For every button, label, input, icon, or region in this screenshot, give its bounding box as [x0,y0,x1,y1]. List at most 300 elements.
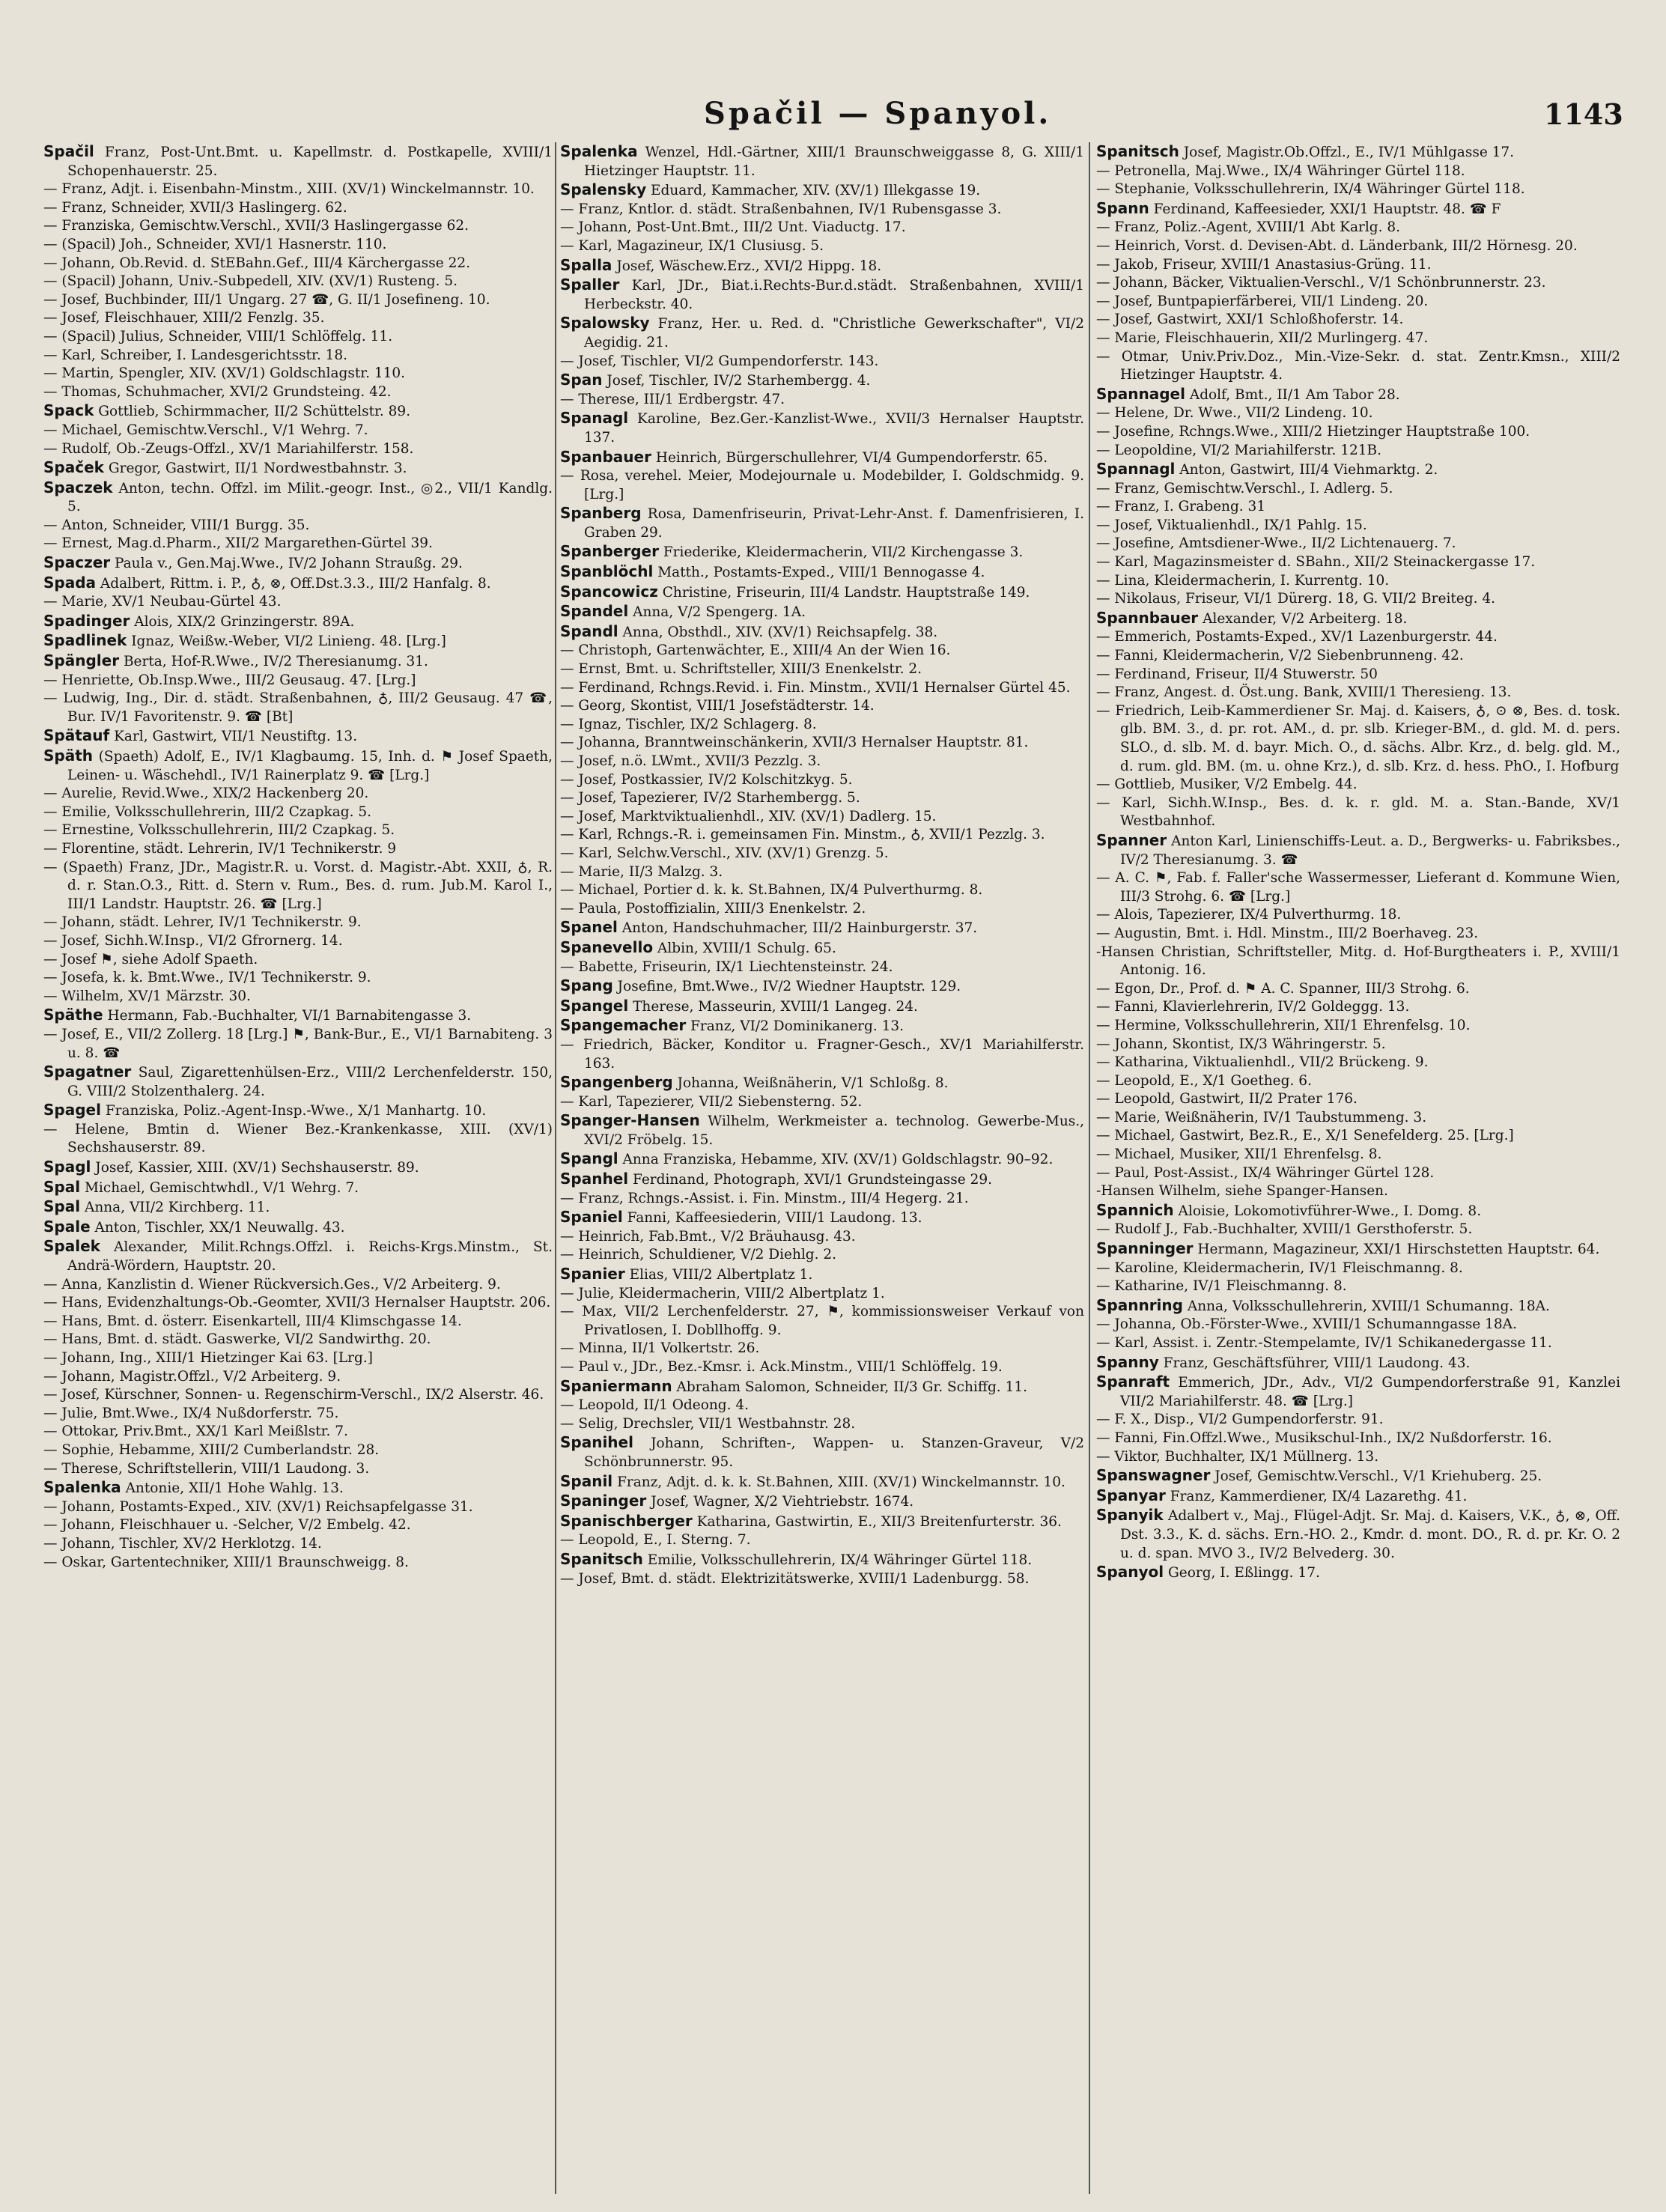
directory-entry [1096,1090,1620,1109]
directory-entry [560,1246,1084,1265]
entry-details: — Hans, Bmt. d. österr. Eisenkartell, III/4 Klimschgasse 14. [43,1313,462,1329]
entry-details: — Ferdinand, Rchngs.Revid. i. Fin. Minstm., XVII/1 Hernalser Gürtel 45. [560,679,1071,696]
entry-surname: Spalenka [560,142,638,160]
entry-details: — Leopoldine, VI/2 Mariahilferstr. 121B. [1096,442,1382,458]
directory-entry [1096,1277,1620,1296]
directory-entry [560,808,1084,827]
directory-entry [1096,535,1620,553]
entry-details: Aloisie, Lokomotivführer-Wwe., I. Domg. 8. [1178,1203,1482,1219]
directory-entry [560,997,1084,1017]
directory-entry [560,1433,1084,1471]
entry-details: — Josef ⚑, siehe Adolf Spaeth. [43,951,258,967]
directory-entry [560,276,1084,314]
directory-entry [560,1285,1084,1304]
page-number: 1143 [1544,97,1623,131]
entry-details: — Marie, II/3 Malzg. 3. [560,863,723,880]
directory-entry [560,1358,1084,1377]
entry-details: Emilie, Volksschullehrerin, IX/4 Währinger Gürtel 118. [647,1552,1033,1568]
entry-details: Elias, VIII/2 Albertplatz 1. [629,1267,813,1283]
entry-details: Wilhelm, Werkmeister a. technolog. Gewerbe-Mus., XVI/2 Fröbelg. 15. [584,1113,1084,1148]
entry-details: Anton, Tischler, XX/1 Neuwallg. 43. [94,1219,345,1236]
entry-details: Christine, Friseurin, III/4 Landstr. Hauptstraße 149. [662,584,1030,601]
entry-details: — Franz, I. Grabeng. 31 [1096,499,1266,515]
directory-entry [43,1006,553,1026]
entry-details: — Fanni, Klavierlehrerin, IV/2 Goldeggg. 13. [1096,999,1410,1015]
entry-details: Paula v., Gen.Maj.Wwe., IV/2 Johann Straußg. 29. [115,556,463,572]
entry-details: — Leopold, E., I. Sterng. 7. [560,1532,751,1549]
entry-surname: Spangemacher [560,1016,687,1035]
entry-details: Alexander, V/2 Arbeiterg. 18. [1203,610,1408,627]
directory-entry [1096,702,1620,776]
directory-entry [43,821,553,840]
directory-entry [1096,1506,1620,1563]
entry-details: Josef, Kassier, XIII. (XV/1) Sechshauserstr. 89. [95,1160,419,1176]
entry-surname: Spanbauer [560,447,651,466]
directory-entry [560,180,1084,201]
entry-surname: Spannbauer [1096,608,1199,627]
entry-details: — Karl, Rchngs.-R. i. gemeinsamen Fin. Minstm., ♁, XVII/1 Pezzlg. 3. [560,827,1045,843]
directory-entry [1096,1127,1620,1146]
directory-entry [1096,944,1620,980]
directory-entry [1096,998,1620,1017]
entry-details: Wenzel, Hdl.-Gärtner, XIII/1 Braunschweiggasse 8, G. XIII/1 Hietzinger Hauptstr. 11. [584,145,1084,179]
entry-details: Ignaz, Weißw.-Weber, VI/2 Linieng. 48. [Lrg.] [131,633,446,650]
entry-details: Johann, Schriften-, Wappen- u. Stanzen-Graveur, V/2 Schönbrunnerstr. 95. [584,1435,1084,1470]
directory-entry [1096,274,1620,293]
entry-details: — Minna, II/1 Volkertstr. 26. [560,1340,760,1357]
directory-entry [1096,1448,1620,1467]
directory-entry [43,1386,553,1405]
directory-entry [1096,1353,1620,1373]
directory-entry [43,1121,553,1158]
entry-surname: Spanny [1096,1352,1159,1371]
entry-details: Franz, Her. u. Red. d. "Christliche Gewerkschafter", VI/2 Aegidig. 21. [584,316,1084,350]
entry-details: — Michael, Gastwirt, Bez.R., E., X/1 Senefelderg. 25. [Lrg.] [1096,1128,1514,1144]
entry-surname: Spanagl [560,409,629,428]
entry-surname: Spanihel [560,1433,633,1452]
entry-details: — Karl, Magazineur, IX/1 Clusiusg. 5. [560,237,824,254]
entry-surname: Spagatner [43,1063,132,1081]
directory-entry [560,542,1084,562]
directory-entry [560,1073,1084,1093]
directory-entry [43,651,553,672]
entry-surname: Spanitsch [1096,142,1179,160]
directory-entry [560,1415,1084,1434]
entry-details: Karl, JDr., Biat.i.Rechts-Bur.d.städt. Straßenbahnen, XVIII/1 Herbeckstr. 40. [584,278,1084,312]
entry-surname: Spagel [43,1101,101,1119]
directory-entry [43,422,553,440]
entry-details: — Leopold, II/1 Odeong. 4. [560,1397,750,1414]
entry-details: Franz, Kammerdiener, IX/4 Lazarethg. 41. [1170,1488,1468,1504]
directory-entry [560,958,1084,977]
entry-details: — Josef, Sichh.W.Insp., VI/2 Gfrornerg. 14. [43,932,343,949]
directory-entry [560,900,1084,919]
entry-details: — Babette, Friseurin, IX/1 Liechtensteinstr. 24. [560,958,893,975]
entry-details: Anna, Obsthdl., XIV. (XV/1) Reichsapfelg. 38. [622,624,938,640]
entry-details: — Wilhelm, XV/1 Märzstr. 30. [43,988,251,1004]
entry-details: Anton, Handschuhmacher, III/2 Hainburgerstr. 37. [621,920,978,937]
directory-entry [1096,1334,1620,1353]
entry-surname: Spanevello [560,938,654,956]
entry-details: — Karl, Selchw.Verschl., XIV. (XV/1) Grenzg. 5. [560,845,889,861]
column-3 [1096,142,1620,2194]
entry-surname: Spale [43,1217,91,1236]
entry-details: Gottlieb, Schirmmacher, II/2 Schüttelstr. 89. [98,404,411,420]
entry-details: Saul, Zigarettenhülsen-Erz., VIII/2 Lerchenfelderstr. 150, G. VIII/2 Stolzenthalerg. 24. [67,1065,553,1099]
directory-entry [43,672,553,690]
directory-entry [43,478,553,517]
entry-details: — Therese, III/1 Erdbergstr. 47. [560,391,785,407]
entry-details: Fanni, Kaffeesiederin, VIII/1 Laudong. 13. [627,1210,922,1227]
entry-details: — Aurelie, Revid.Wwe., XIX/2 Hackenberg 20. [43,786,369,802]
directory-entry [43,1101,553,1121]
entry-surname: Spann [1096,198,1149,217]
entry-surname: Spalla [560,255,612,274]
entry-details: Karoline, Bez.Ger.-Kanzlist-Wwe., XVII/3 Hernalser Hauptstr. 137. [584,411,1084,446]
directory-entry [560,716,1084,735]
entry-details: — Stephanie, Volksschullehrerin, IX/4 Währinger Gürtel 118. [1096,181,1525,198]
entry-details: — Egon, Dr., Prof. d. ⚑ A. C. Spanner, III/3 Strohg. 6. [1096,980,1470,997]
entry-details: Josefine, Bmt.Wwe., IV/2 Wiedner Hauptstr. 129. [617,979,961,995]
directory-entry [1096,609,1620,629]
entry-surname: Spannring [1096,1295,1183,1314]
entry-details: Josef, Wäschew.Erz., XVI/2 Hippg. 18. [616,258,882,274]
entry-details: — Josef, Buntpapierfärberei, VII/1 Lindeng. 20. [1096,293,1429,309]
entry-details: — Josefa, k. k. Bmt.Wwe., IV/1 Technikerstr. 9. [43,970,371,986]
directory-entry [43,803,553,822]
directory-entry [1096,142,1620,162]
directory-entry [43,988,553,1006]
entry-details: — Josef, E., VII/2 Zollerg. 18 [Lrg.] ⚑, Bank-Bur., E., VI/1 Barnabiteng. 3 u. 8. ☎ [43,1026,553,1061]
directory-entry [560,504,1084,542]
directory-entry [43,1178,553,1198]
directory-entry [43,1405,553,1423]
entry-details: — Michael, Portier d. k. k. St.Bahnen, IX/4 Pulverthurmg. 8. [560,882,983,899]
entry-details: Anna Franziska, Hebamme, XIV. (XV/1) Goldschlagstr. 90–92. [622,1152,1054,1168]
directory-entry [1096,1182,1620,1201]
entry-details: Anton, Gastwirt, III/4 Viehmarktg. 2. [1179,462,1438,478]
entry-surname: Spandel [560,602,629,621]
entry-details: — Helene, Dr. Wwe., VII/2 Lindeng. 10. [1096,405,1373,422]
entry-details: — (Spacil) Joh., Schneider, XVI/1 Hasnerstr. 110. [43,236,387,252]
entry-details: — Julie, Bmt.Wwe., IX/4 Nußdorferstr. 75. [43,1405,339,1421]
directory-entry [560,1303,1084,1340]
entry-surname: Spanswagner [1096,1466,1211,1485]
directory-entry [560,1093,1084,1112]
entry-surname: Spaninger [560,1492,647,1510]
entry-details: — Josefine, Amtsdiener-Wwe., II/2 Lichtenauerg. 7. [1096,535,1456,552]
entry-details: — Karl, Sichh.W.Insp., Bes. d. k. r. gld. M. a. Stan.-Bande, XV/1 Westbahnhof. [1096,794,1620,830]
directory-entry [43,1026,553,1063]
entry-surname: Spaczek [43,478,113,496]
entry-details: Anna, Volksschullehrerin, XVIII/1 Schumanng. 18A. [1187,1298,1550,1314]
directory-entry [43,273,553,291]
directory-entry [1096,1164,1620,1183]
entry-details: — Gottlieb, Musiker, V/2 Embelg. 44. [1096,777,1358,793]
directory-entry [560,562,1084,583]
directory-entry [1096,1429,1620,1448]
entry-details: — Michael, Musiker, XII/1 Ehrenfelsg. 8. [1096,1146,1382,1163]
entry-details: Johanna, Weißnäherin, V/1 Schloßg. 8. [677,1075,949,1092]
entry-details: — Georg, Skontist, VIII/1 Josefstädterstr. 14. [560,698,875,714]
entry-details: — Rosa, verehel. Meier, Modejournale u. Modebilder, I. Goldschmidg. 9. [Lrg.] [560,468,1084,502]
entry-details: — Johanna, Ob.-Förster-Wwe., XVIII/1 Schumanngasse 18A. [1096,1316,1517,1333]
directory-entry [1096,794,1620,831]
directory-entry [43,631,553,651]
entry-details: Josef, Wagner, X/2 Viehtriebstr. 1674. [651,1494,914,1510]
entry-details: — Martin, Spengler, XIV. (XV/1) Goldschlagstr. 110. [43,365,406,382]
entry-details: — Karoline, Kleidermacherin, IV/1 Fleischmanng. 8. [1096,1260,1463,1276]
entry-details: — Franz, Angest. d. Öst.ung. Bank, XVIII/1 Theresieng. 13. [1096,684,1512,701]
entry-surname: Spanger-Hansen [560,1111,700,1130]
directory-entry [560,734,1084,753]
entry-details: — Anna, Kanzlistin d. Wiener Rückversich.Ges., V/2 Arbeiterg. 9. [43,1276,501,1292]
directory-entry [1096,1109,1620,1128]
entry-details: — Augustin, Bmt. i. Hdl. Minstm., III/2 Boerhaveg. 23. [1096,925,1479,941]
entry-details: — Ludwig, Ing., Dir. d. städt. Straßenbahnen, ♁, III/2 Geusaug. 47 ☎, Bur. IV/1 Favoritenstr. 9. ☎ [Bt] [43,690,553,725]
directory-entry [560,314,1084,352]
entry-details: — Josef, Gastwirt, XXI/1 Schloßhoferstr. 14. [1096,312,1404,328]
directory-entry [1096,1466,1620,1486]
entry-surname: Spanberger [560,542,659,561]
entry-surname: Spangenberg [560,1073,673,1092]
entry-details: — Therese, Schriftstellerin, VIII/1 Laudong. 3. [43,1460,370,1477]
entry-details: — Emmerich, Postamts-Exped., XV/1 Lazenburgerstr. 44. [1096,629,1498,645]
directory-entry [560,622,1084,642]
directory-entry [560,863,1084,882]
directory-entry [560,918,1084,938]
directory-entry [1096,480,1620,499]
entry-details: — Johann, Bäcker, Viktualien-Verschl., V/1 Schönbrunnerstr. 23. [1096,275,1546,291]
entry-details: — Viktor, Buchhalter, IX/1 Müllnerg. 13. [1096,1448,1379,1465]
directory-entry [43,440,553,459]
entry-details: — Helene, Bmtin d. Wiener Bez.-Krankenkasse, XIII. (XV/1) Sechshauserstr. 89. [43,1121,553,1156]
entry-details: Antonie, XII/1 Hohe Wahlg. 13. [125,1480,344,1497]
directory-entry [43,1349,553,1368]
directory-entry [560,1340,1084,1358]
directory-entry [1096,1221,1620,1239]
directory-entry [560,237,1084,256]
directory-entry [43,383,553,402]
directory-entry [1096,925,1620,944]
entry-details: — (Spacil) Johann, Univ.-Subpedell, XIV. (XV/1) Rusteng. 5. [43,273,458,290]
directory-entry [43,690,553,726]
directory-entry [560,1265,1084,1285]
directory-entry [1096,162,1620,181]
directory-entry [560,1492,1084,1512]
entry-details: — Hans, Evidenzhaltungs-Ob.-Geomter, XVII/3 Hernalser Hauptstr. 206. [43,1295,551,1311]
directory-entry [1096,1373,1620,1411]
entry-details: — Emilie, Volksschullehrerin, III/2 Czapkag. 5. [43,803,371,820]
directory-entry [43,309,553,328]
directory-entry [560,1397,1084,1415]
entry-surname: Spal [43,1197,81,1216]
directory-entry [43,932,553,951]
directory-entry [1096,219,1620,237]
entry-details: Anton, techn. Offzl. im Milit.-geogr. Inst., ◎2., VII/1 Kandlg. 5. [67,480,553,515]
entry-details: — Josef, Tapezierer, IV/2 Starhembergg. 5. [560,790,860,806]
entry-details: -Hansen Wilhelm, siehe Spanger-Hansen. [1096,1183,1388,1200]
entry-surname: Spandl [560,622,618,640]
entry-details: Berta, Hof-R.Wwe., IV/2 Theresianumg. 31. [123,654,428,670]
entry-details: Franz, Adjt. d. k. k. St.Bahnen, XIII. (XV/1) Winckelmannstr. 10. [617,1474,1065,1490]
directory-entry [43,1554,553,1573]
entry-surname: Spaniel [560,1208,623,1227]
entry-details: Alexander, Milit.Rchngs.Offzl. i. Reichs-Krgs.Minstm., St. Andrä-Wördern, Hauptstr. 20. [67,1239,553,1274]
entry-details: — Katharine, IV/1 Fleischmanng. 8. [1096,1278,1347,1295]
directory-entry [560,353,1084,371]
entry-details: — Franz, Poliz.-Agent, XVIII/1 Abt Karlg. 8. [1096,219,1401,236]
directory-entry [43,1331,553,1349]
directory-entry [43,347,553,365]
directory-entry [560,753,1084,771]
directory-entry [1096,199,1620,219]
entry-details: — Ernst, Bmt. u. Schriftsteller, XIII/3 Enenkelstr. 2. [560,661,922,678]
entry-details: — Ernest, Mag.d.Pharm., XII/2 Margarethen-Gürtel 39. [43,535,433,552]
directory-entry [43,612,553,632]
entry-details: Franz, Post-Unt.Bmt. u. Kapellmstr. d. Postkapelle, XVIII/1 Schopenhauerstr. 25. [67,145,553,179]
directory-entry [43,517,553,535]
entry-surname: Spalenka [43,1478,121,1497]
entry-details: — Thomas, Schuhmacher, XVI/2 Grundsteing. 42. [43,383,392,400]
entry-details: — Hermine, Volksschullehrerin, XII/1 Ehrenfelsg. 10. [1096,1017,1471,1033]
entry-details: — Johann, Tischler, XV/2 Herklotzg. 14. [43,1535,322,1552]
directory-entry [43,458,553,478]
entry-details: — Johann, Fleischhauer u. -Selcher, V/2 Embelg. 42. [43,1517,411,1534]
entry-details: Michael, Gemischtwhdl., V/1 Wehrg. 7. [84,1179,359,1196]
entry-details: Matth., Postamts-Exped., VIII/1 Bennogasse 4. [657,565,985,581]
directory-entry [1096,460,1620,480]
directory-entry [43,969,553,988]
directory-entry [1096,1563,1620,1583]
directory-entry [1096,1239,1620,1260]
directory-entry [560,1570,1084,1589]
directory-entry [1096,1201,1620,1221]
directory-entry [43,1294,553,1313]
directory-entry [1096,1260,1620,1278]
directory-entry [43,553,553,574]
directory-entry [560,642,1084,660]
entry-details: — Jakob, Friseur, XVIII/1 Anastasius-Grüng. 11. [1096,256,1432,273]
directory-entry [560,142,1084,180]
directory-entry [1096,590,1620,609]
entry-surname: Spanninger [1096,1239,1194,1258]
directory-entry [1096,980,1620,999]
entry-details: — Johann, Magistr.Offzl., V/2 Arbeiterg. 9. [43,1368,341,1385]
entry-details: — Paul v., JDr., Bez.-Kmsr. i. Ack.Minstm., VIII/1 Schlöffelg. 19. [560,1359,1003,1375]
entry-details: — Karl, Tapezierer, VII/2 Siebensterng. 52. [560,1093,863,1110]
directory-entry [1096,1486,1620,1507]
entry-details: Anna, VII/2 Kirchberg. 11. [84,1200,270,1216]
entry-surname: Spannich [1096,1200,1174,1219]
entry-surname: Spanberg [560,504,642,523]
directory-entry [43,951,553,970]
entry-details: — Johanna, Branntweinschänkerin, XVII/3 Hernalser Hauptstr. 81. [560,735,1029,751]
entry-details: — Heinrich, Schuldiener, V/2 Diehlg. 2. [560,1247,837,1263]
entry-surname: Späth [43,747,94,765]
entry-details: — Rudolf, Ob.-Zeugs-Offzl., XV/1 Mariahilferstr. 158. [43,440,414,457]
entry-details: (Spaeth) Adolf, E., IV/1 Klagbaumg. 15, Inh. d. ⚑ Josef Spaeth, Leinen- u. Wäschehdl., IV/1 Rainerplatz 9. ☎ [Lrg.] [67,749,553,783]
entry-surname: Spack [43,401,94,420]
entry-surname: Spangl [560,1149,618,1168]
directory-entry [43,401,553,422]
directory-entry [1096,1146,1620,1164]
directory-entry [43,365,553,383]
entry-details: — Josef, Tischler, VI/2 Gumpendorferstr. 143. [560,353,879,369]
entry-details: — Florentine, städt. Lehrerin, IV/1 Technikerstr. 9 [43,840,397,857]
entry-surname: Spanraft [1096,1373,1170,1391]
directory-entry [1096,666,1620,684]
directory-entry [1096,293,1620,312]
entry-details: — Oskar, Gartentechniker, XIII/1 Braunschweigg. 8. [43,1554,409,1570]
directory-entry [560,1036,1084,1073]
entry-details: — Nikolaus, Friseur, VI/1 Dürerg. 18, G. VII/2 Breiteg. 4. [1096,591,1495,607]
entry-details: — (Spaeth) Franz, JDr., Magistr.R. u. Vorst. d. Magistr.-Abt. XXII, ♁, R. d. r. Stan.O.3., Ritt. d. Stern v. Rum., Bes. d. rum. Jub.M. Karol I., III/1 Landstr. Hauptstr. 26. ☎ [Lrg.] [43,859,553,912]
directory-entry [43,291,553,310]
entry-details: — Max, VII/2 Lerchenfelderstr. 27, ⚑, kommissionsweiser Verkauf von Privatlosen, I. Dobllhoffg. 9. [560,1304,1084,1338]
entry-details: Ferdinand, Kaffeesieder, XXI/1 Hauptstr. 48. ☎ F [1153,201,1501,217]
directory-entry [43,1197,553,1218]
entry-surname: Spang [560,976,613,995]
entry-details: — A. C. ⚑, Fab. f. Faller'sche Wassermesser, Lieferant d. Kommune Wien, III/3 Strohg. 6. ☎ [Lrg.] [1096,870,1620,905]
entry-details: Franz, VI/2 Dominikanerg. 13. [690,1018,905,1035]
directory-entry [1096,348,1620,385]
directory-entry [1096,776,1620,794]
directory-entry [1096,1054,1620,1072]
directory-entry [560,583,1084,603]
entry-details: — Josefine, Rchngs.Wwe., XIII/2 Hietzinger Hauptstraße 100. [1096,423,1530,440]
column-2 [560,142,1084,2194]
directory-entry [43,859,553,914]
directory-entry [1096,423,1620,442]
entry-surname: Spagl [43,1158,91,1176]
entry-details: — Johann, Ing., XIII/1 Hietzinger Kai 63. [Lrg.] [43,1350,373,1366]
entry-details: -Hansen Christian, Schriftsteller, Mitg. d. Hof-Burgtheaters i. P., XVIII/1 Antonig. 16. [1096,944,1620,979]
directory-entry [43,1535,553,1554]
directory-entry [43,1441,553,1460]
directory-entry [43,535,553,553]
entry-details: Rosa, Damenfriseurin, Privat-Lehr-Anst. f. Damenfrisieren, I. Graben 29. [584,506,1084,541]
directory-entry [1096,684,1620,702]
entry-details: — Karl, Schreiber, I. Landesgerichtsstr. 18. [43,347,348,363]
directory-entry [560,826,1084,845]
directory-entry [43,1276,553,1295]
entry-details: — Karl, Magazinsmeister d. SBahn., XII/2 Steinackergasse 17. [1096,554,1536,571]
directory-entry [560,845,1084,863]
directory-entry [1096,906,1620,925]
entry-details: — Christoph, Gartenwächter, E., XIII/4 An der Wien 16. [560,642,951,659]
entry-details: — Fanni, Fin.Offzl.Wwe., Musikschul-Inh., IX/2 Nußdorferstr. 16. [1096,1429,1552,1446]
entry-details: — Marie, Fleischhauerin, XII/2 Murlingerg. 47. [1096,329,1429,346]
directory-entry [560,881,1084,900]
entry-surname: Spanischberger [560,1511,693,1530]
entry-surname: Spada [43,573,97,592]
directory-entry [1096,1036,1620,1054]
directory-entry [560,1377,1084,1397]
directory-entry [1096,329,1620,348]
directory-entry [43,180,553,199]
entry-details: Abraham Salomon, Schneider, II/3 Gr. Schiffg. 11. [676,1379,1027,1395]
entry-surname: Spanyik [1096,1506,1164,1525]
entry-details: — Otmar, Univ.Priv.Doz., Min.-Vize-Sekr. d. stat. Zentr.Kmsn., XIII/2 Hietzinger Hauptstr. 4. [1096,348,1620,383]
directory-entry [1096,628,1620,647]
running-head: Spačil — Spanyol. [704,96,1052,131]
entry-surname: Span [560,371,603,389]
entry-details: — Marie, Weißnäherin, IV/1 Taubstummeng. 3. [1096,1109,1427,1125]
page-header [0,96,1666,148]
entry-details: Albin, XVIII/1 Schulg. 65. [657,940,836,956]
entry-details: Josef, Gemischtw.Verschl., V/1 Kriehuberg. 25. [1214,1468,1542,1485]
